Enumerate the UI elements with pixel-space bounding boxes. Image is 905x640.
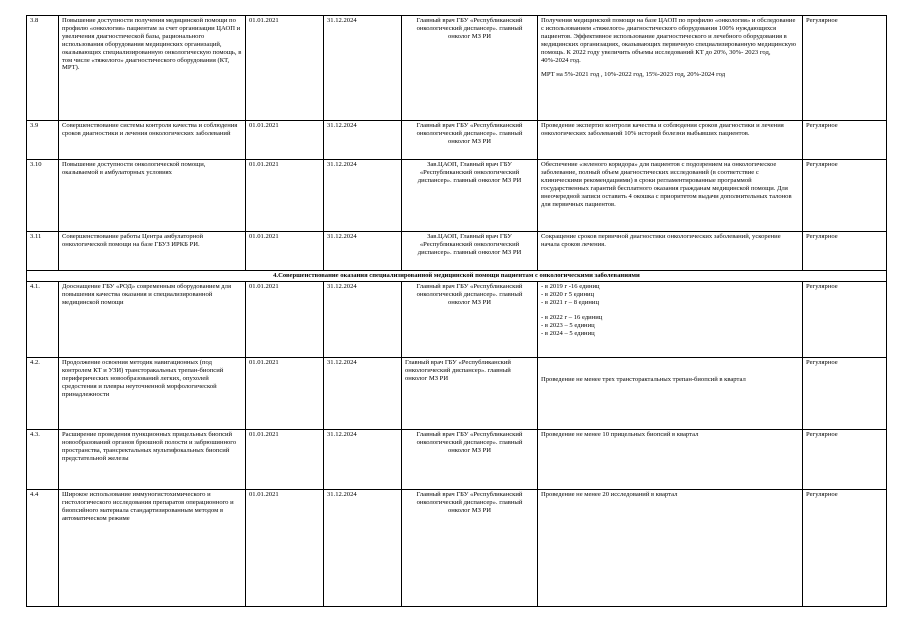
event-type: Регулярное: [803, 490, 887, 607]
table-row: [27, 121, 887, 160]
event-text: Широкое использование иммуногистохимического и гистологического исследования препаратов операционного и биопсийного материала стандартизированным методом в автоматическом режиме: [59, 490, 246, 607]
result-text: Обеспечение «зеленого коридора» для пациентов с подозрением на онкологическое заболевание, полный объем диагностических исследований (в соответствие с клиническими рекомендациями) в сроки регламентированные программой государственных гарантий бесплатного оказания гражданам медицинской помощи. Для внеочередной записи оставить 4 окошка с приоритетом выдачи дополнительных талонов для первичных пациентов.: [538, 160, 803, 232]
event-text: Совершенствование работы Центра амбулаторной онкологической помощи на базе ГБУЗ ИРКБ РИ.: [59, 232, 246, 271]
end-date: 31.12.2024: [324, 121, 402, 160]
result-text: Проведение не менее 20 исследований в квартал: [538, 490, 803, 607]
end-date: 31.12.2024: [324, 16, 402, 121]
row-number: 4.2.: [27, 358, 59, 430]
result-text: Проведение не менее трех трансторактальных трепан-биопсий в квартал: [541, 376, 746, 383]
row-number: 4.4: [27, 490, 59, 607]
result-cell: [538, 282, 803, 358]
row-number: 3.9: [27, 121, 59, 160]
responsible: Главный врач ГБУ «Республиканский онкологический диспансер». главный онколог МЗ РИ: [402, 490, 538, 607]
responsible: Зав.ЦАОП, Главный врач ГБУ «Республиканский онкологический диспансер». главный онколог МЗ РИ: [402, 232, 538, 271]
result-cell: [538, 358, 803, 430]
result-cell: [538, 16, 803, 121]
end-date: 31.12.2024: [324, 160, 402, 232]
table-row: [27, 282, 887, 358]
event-text: Повышение доступности онкологической помощи, оказываемой в амбулаторных условиях: [59, 160, 246, 232]
end-date: 31.12.2024: [324, 430, 402, 490]
event-type: Регулярное: [803, 121, 887, 160]
result-extra-text: МРТ на 5%-2021 год , 10%-2022 год, 15%-2023 год, 20%-2024 год: [541, 71, 726, 79]
end-date: 31.12.2024: [324, 358, 402, 430]
row-number: 4.1.: [27, 282, 59, 358]
event-text: Продолжение освоения методик навигационных (под контролем КТ и УЗИ) трансторакальных трепан-биопсий периферических новообразований легких, опухолей средостения и плевры неуточненной морфологической принадлежности: [59, 358, 246, 430]
result-line: - в 2024 – 5 единиц: [541, 329, 595, 337]
result-text: Получения медицинской помощи на базе ЦАОП по профилю «онкология» и обследование с использованием «тяжелого» диагностического оборудования 100% нуждающихся пациентов. Эффективное использование диагностического и лечебного оборудования в медицинских организациях, оказывающих первичную специализированную медицинскую помощь. К 2022 году увеличить объемы исследований КТ до 20%, 30%- 2023 год, 40%-2024 год.: [541, 17, 797, 64]
result-text: Сокращение сроков первичной диагностики онкологических заболеваний, ускорение начала сроков лечения.: [538, 232, 803, 271]
row-number: 3.8: [27, 16, 59, 121]
event-type: Регулярное: [803, 16, 887, 121]
result-line: - в 2019 г -16 единиц: [541, 283, 600, 290]
start-date: 01.01.2021: [246, 358, 324, 430]
table-row: [27, 430, 887, 490]
table-row: [27, 490, 887, 607]
end-date: 31.12.2024: [324, 232, 402, 271]
measures-table: [26, 15, 887, 607]
end-date: 31.12.2024: [324, 282, 402, 358]
start-date: 01.01.2021: [246, 160, 324, 232]
event-type: Регулярное: [803, 430, 887, 490]
event-text: Совершенствование системы контроля качества и соблюдения сроков диагностики и лечения онкологических заболеваний: [59, 121, 246, 160]
event-type: Регулярное: [803, 232, 887, 271]
event-type: Регулярное: [803, 160, 887, 232]
event-type: Регулярное: [803, 282, 887, 358]
table-row: [27, 232, 887, 271]
result-line: - в 2021 г – 8 единиц: [541, 298, 599, 306]
start-date: 01.01.2021: [246, 16, 324, 121]
table-row: [27, 16, 887, 121]
result-text: Проведение не менее 10 прицельных биопсий в квартал: [538, 430, 803, 490]
event-text: Расширение проведения пункционных прицельных биопсий новообразований органов брюшной полости и забрюшинного пространства, трансректальных мультифокальных биопсий предстательной железы: [59, 430, 246, 490]
event-text: Дооснащение ГБУ «РОД» современным оборудованием для повышения качества оказания и специализированной медицинской помощи: [59, 282, 246, 358]
responsible: Зав.ЦАОП, Главный врач ГБУ «Республиканский онкологический диспансер». главный онколог МЗ РИ: [402, 160, 538, 232]
responsible: Главный врач ГБУ «Республиканский онкологический диспансер». главный онколог МЗ РИ: [402, 121, 538, 160]
table-row: [27, 358, 887, 430]
row-number: 3.10: [27, 160, 59, 232]
result-line: - в 2020 г 5 единиц: [541, 290, 595, 298]
responsible: Главный врач ГБУ «Республиканский онкологический диспансер». главный онколог МЗ РИ: [402, 430, 538, 490]
responsible: Главный врач ГБУ «Республиканский онкологический диспансер». главный онколог МЗ РИ: [402, 282, 538, 358]
start-date: 01.01.2021: [246, 430, 324, 490]
section-title: 4.Совершенствование оказания специализированной медицинской помощи пациентам с онкологическими заболеваниями: [27, 271, 887, 282]
start-date: 01.01.2021: [246, 232, 324, 271]
table-row: [27, 160, 887, 232]
end-date: 31.12.2024: [324, 490, 402, 607]
result-line: - в 2022 г – 16 единиц: [541, 313, 603, 321]
responsible: Главный врач ГБУ «Республиканский онкологический диспансер». главный онколог МЗ РИ: [402, 16, 538, 121]
responsible: Главный врач ГБУ «Республиканский онкологический диспансер». главный онколог МЗ РИ: [402, 358, 538, 430]
start-date: 01.01.2021: [246, 121, 324, 160]
section-header-row: [27, 271, 887, 282]
event-text: Повышение доступности получения медицинской помощи по профилю «онкология» пациентам за счет организации ЦАОП и увеличения диагностической базы, рационального использования оборудования медицинских организаций, оказывающих специализированную онкологическую помощь, в том числе «тяжелого» диагностического оборудования (КТ, МРТ).: [59, 16, 246, 121]
result-text: Проведение экспертиз контроля качества и соблюдения сроков диагностики и лечения онкологических заболеваний 10% историй болезни выбывших пациентов.: [538, 121, 803, 160]
row-number: 3.11: [27, 232, 59, 271]
row-number: 4.3.: [27, 430, 59, 490]
start-date: 01.01.2021: [246, 490, 324, 607]
start-date: 01.01.2021: [246, 282, 324, 358]
result-line: - в 2023 – 5 единиц: [541, 321, 595, 329]
event-type: Регулярное: [803, 358, 887, 430]
